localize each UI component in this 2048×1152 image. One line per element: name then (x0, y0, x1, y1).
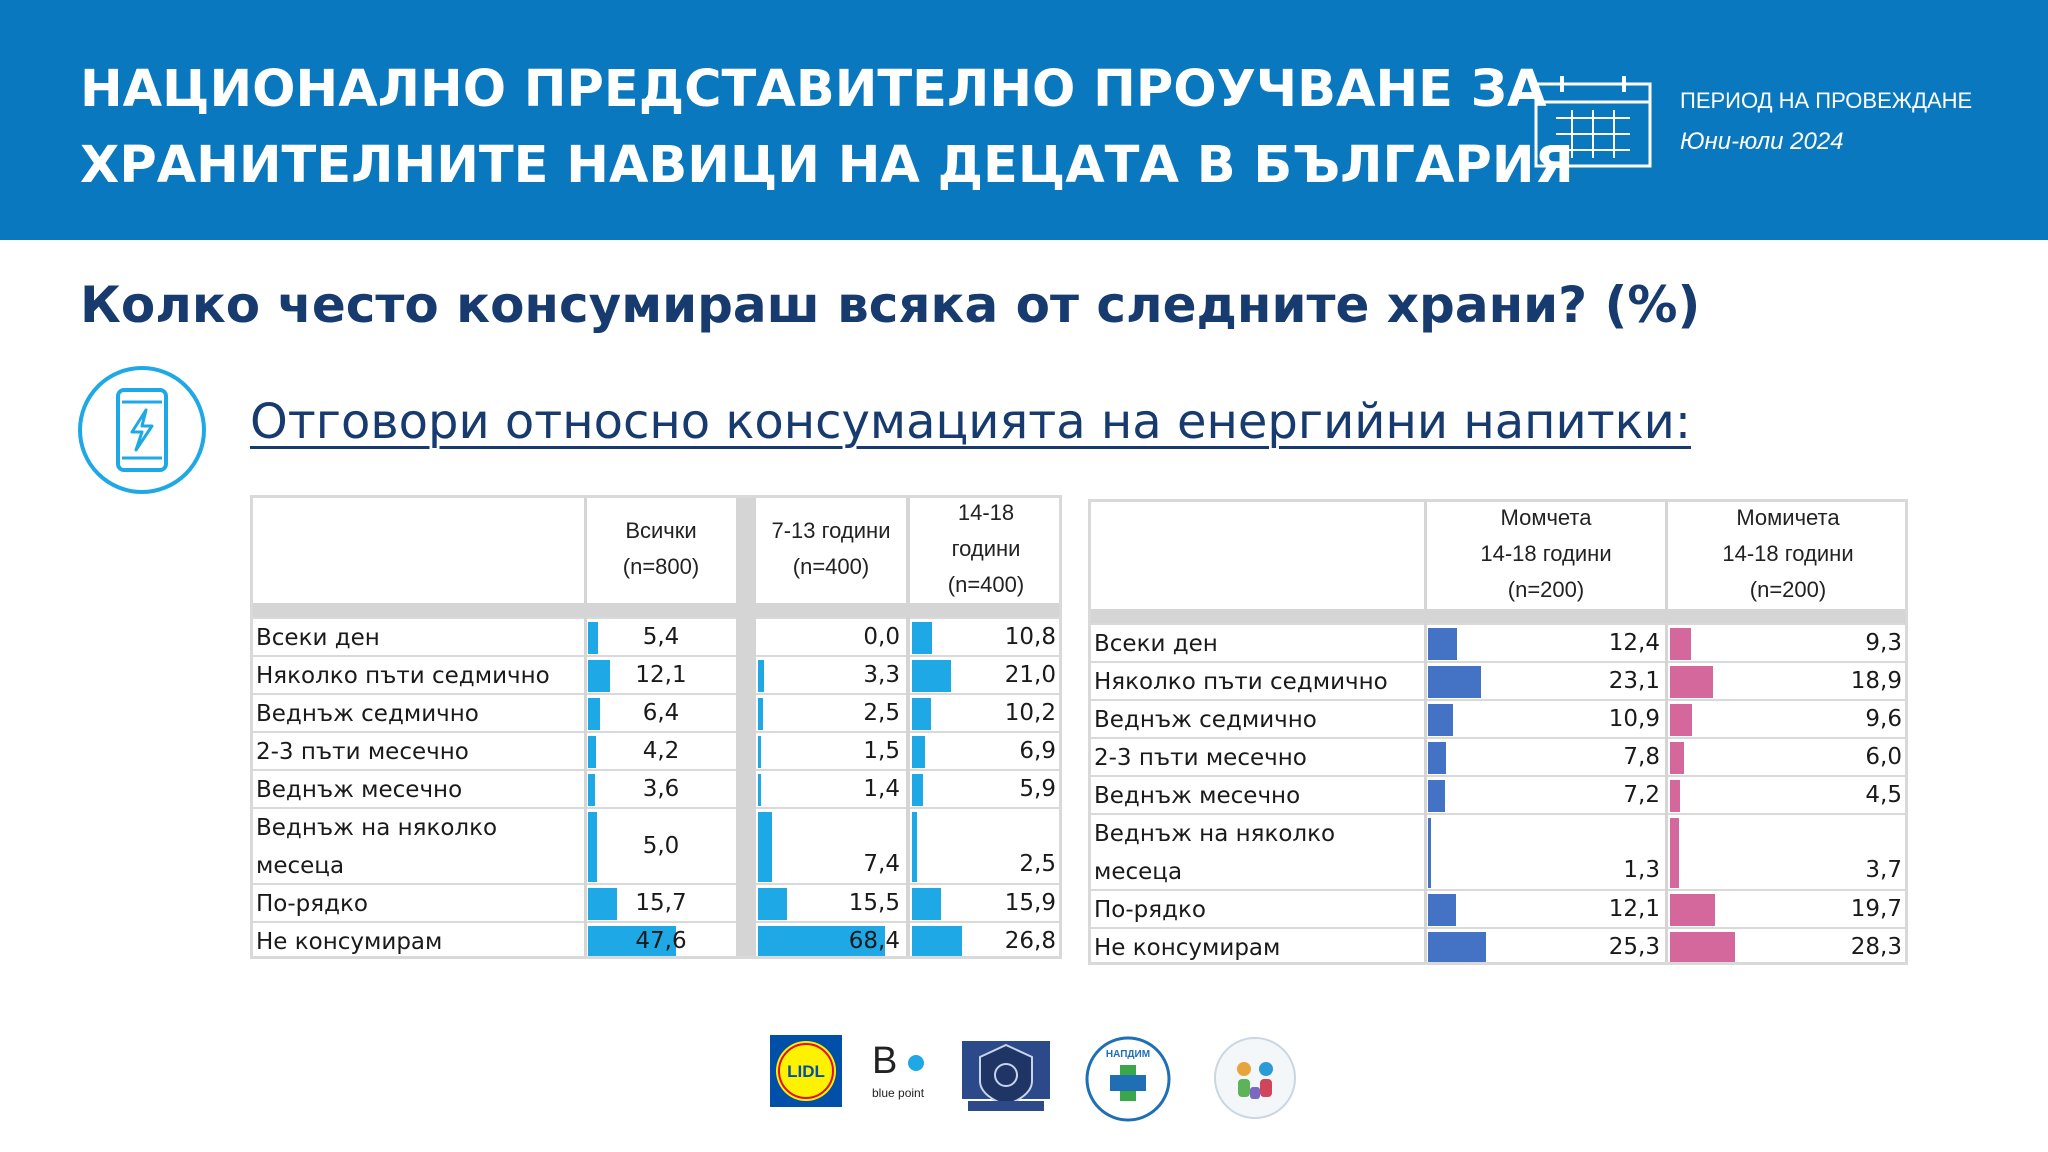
bluepoint-logo-name: blue point (872, 1086, 925, 1100)
column-header: Всички (n=800) (622, 518, 700, 579)
value-label: 5,9 (1019, 776, 1056, 802)
calendar-icon (1534, 74, 1652, 168)
column-separator (584, 495, 587, 959)
table-row (1088, 737, 1908, 775)
table-row (1088, 889, 1908, 927)
value-label: 7,4 (863, 851, 900, 877)
value-label: 1,5 (863, 738, 900, 764)
column-header: Момичета 14-18 години (n=200) (1722, 505, 1854, 602)
napdim-logo (1084, 1035, 1172, 1123)
table-row (250, 693, 1062, 731)
row-label: Всеки ден (256, 625, 380, 651)
napdim-logo-text: НАПДИМ (1105, 1049, 1151, 1060)
table-by-gender (1088, 499, 1908, 971)
value-label: 2,5 (863, 700, 900, 726)
lidl-logo-text: LIDL (787, 1062, 825, 1081)
row-label: Веднъж месечно (1094, 783, 1301, 809)
value-label: 15,7 (635, 890, 687, 916)
bluepoint-logo (870, 1035, 942, 1107)
value-label: 21,0 (1004, 662, 1056, 688)
row-label: Няколко пъти седмично (256, 663, 550, 689)
section-subtitle: Отговори относно консумацията на енергийни напитки: (250, 394, 1692, 450)
value-label: 6,0 (1865, 744, 1902, 770)
value-label: 10,2 (1004, 700, 1056, 726)
value-label: 1,3 (1623, 857, 1660, 883)
column-separator (906, 495, 910, 959)
column-header: 7-13 години (n=400) (771, 518, 891, 579)
column-header: 14-18 години (n=400) (947, 500, 1025, 597)
value-label: 15,5 (848, 890, 900, 916)
question-heading: Колко често консумираш всяка от следните храни? (%) (80, 276, 1701, 334)
value-label: 7,8 (1623, 744, 1660, 770)
value-label: 12,4 (1608, 630, 1660, 656)
parents-association-logo (1212, 1035, 1298, 1121)
row-label: 2-3 пъти месечно (256, 739, 469, 765)
value-label: 26,8 (1004, 928, 1056, 954)
table-header (1088, 499, 1908, 609)
table-row (1088, 699, 1908, 737)
value-label: 6,9 (1019, 738, 1056, 764)
value-label: 4,2 (642, 738, 680, 764)
partner-logos (770, 1035, 1310, 1125)
row-label: Няколко пъти седмично (1094, 669, 1388, 695)
value-label: 5,0 (642, 833, 680, 859)
value-label: 28,3 (1850, 934, 1902, 960)
column-separator (1424, 499, 1427, 965)
table-row (1088, 623, 1908, 661)
value-label: 1,4 (863, 776, 900, 802)
table-row (250, 655, 1062, 693)
table-row (250, 883, 1062, 921)
row-label: Веднъж месечно (256, 777, 463, 803)
table-row (250, 617, 1062, 655)
value-label: 68,4 (848, 928, 900, 954)
value-label: 2,5 (1019, 851, 1056, 877)
table-row (250, 769, 1062, 807)
value-label: 7,2 (1623, 782, 1660, 808)
report-title-line-1: НАЦИОНАЛНО ПРЕДСТАВИТЕЛНО ПРОУЧВАНЕ ЗА (80, 60, 1547, 119)
row-label: 2-3 пъти месечно (1094, 745, 1307, 771)
value-label: 5,4 (642, 624, 680, 650)
value-label: 10,8 (1004, 624, 1056, 650)
column-header: Момчета 14-18 години (n=200) (1480, 505, 1612, 602)
value-label: 19,7 (1850, 896, 1902, 922)
table-row (1088, 775, 1908, 813)
row-label: Веднъж седмично (256, 701, 479, 727)
table-row (1088, 927, 1908, 965)
table-row (1088, 813, 1908, 889)
period-value: Юни-юли 2024 (1680, 128, 1844, 155)
value-label: 18,9 (1850, 668, 1902, 694)
value-label: 9,6 (1865, 706, 1902, 732)
value-label: 23,1 (1608, 668, 1660, 694)
value-label: 15,9 (1004, 890, 1056, 916)
lidl-logo (770, 1035, 842, 1107)
value-label: 9,3 (1865, 630, 1902, 656)
report-title-line-2: ХРАНИТЕЛНИТЕ НАВИЦИ НА ДЕЦАТА В БЪЛГАРИЯ (80, 136, 1574, 195)
table-row (250, 921, 1062, 959)
table-by-age (250, 495, 1062, 967)
value-label: 10,9 (1608, 706, 1660, 732)
header-banner (0, 0, 2048, 240)
energy-drink-can-icon (76, 364, 208, 496)
row-label: Веднъж на няколко месеца (256, 815, 498, 879)
bluepoint-logo-mark: B (872, 1040, 898, 1082)
value-label: 3,6 (642, 776, 680, 802)
table-row (250, 807, 1062, 883)
column-separator (736, 495, 756, 959)
value-label: 0,0 (863, 624, 900, 650)
value-label: 12,1 (635, 662, 687, 688)
value-label: 25,3 (1608, 934, 1660, 960)
row-label: По-рядко (1094, 897, 1206, 923)
header-divider-band (1088, 609, 1908, 623)
table-header (250, 495, 1062, 603)
header-divider-band (250, 603, 1062, 617)
row-label: По-рядко (256, 891, 368, 917)
row-label: Всеки ден (1094, 631, 1218, 657)
association-crest-logo (958, 1035, 1054, 1117)
value-label: 3,3 (863, 662, 900, 688)
value-label: 6,4 (642, 700, 680, 726)
value-label: 3,7 (1865, 857, 1902, 883)
row-label: Веднъж на няколко месеца (1094, 821, 1336, 885)
report-title (80, 52, 1574, 204)
value-label: 4,5 (1865, 782, 1902, 808)
table-row (250, 731, 1062, 769)
row-label: Веднъж седмично (1094, 707, 1317, 733)
table-row (1088, 661, 1908, 699)
value-label: 12,1 (1608, 896, 1660, 922)
period-label: ПЕРИОД НА ПРОВЕЖДАНЕ (1680, 88, 1973, 113)
row-label: Не консумирам (1094, 935, 1281, 961)
row-label: Не консумирам (256, 929, 443, 955)
value-label: 47,6 (635, 928, 687, 954)
column-separator (1665, 499, 1668, 965)
